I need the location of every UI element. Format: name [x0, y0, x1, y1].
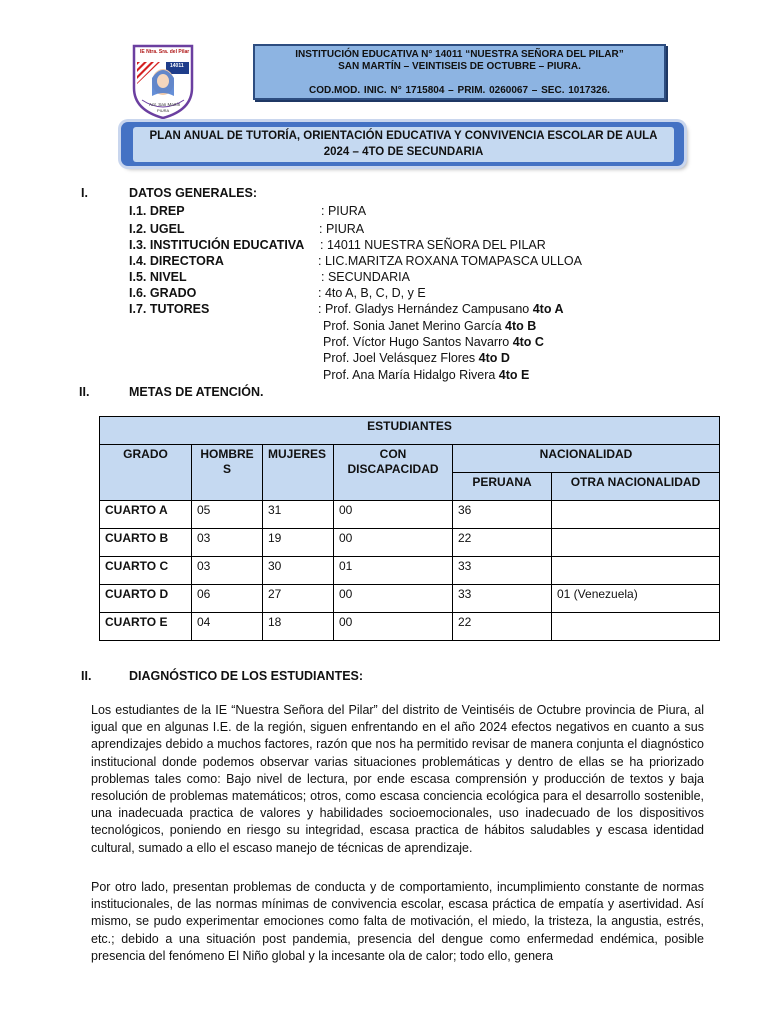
cell-grado: CUARTO C: [100, 557, 192, 585]
cell-hombres: 05: [192, 501, 263, 529]
cell-peruana: 33: [453, 557, 552, 585]
cell-grado: CUARTO D: [100, 585, 192, 613]
header-peruana: PERUANA: [453, 473, 552, 501]
header-mujeres: MUJERES: [263, 445, 334, 501]
cell-mujeres: 30: [263, 557, 334, 585]
header-hombres: HOMBRE S: [192, 445, 263, 501]
logo-bottom-text: Ant. San Martín: [149, 102, 181, 107]
cell-otra: [552, 557, 720, 585]
logo-top-text: IE Ntra. Sra. del Pilar: [140, 49, 190, 55]
cell-discapacidad: 00: [334, 585, 453, 613]
ugel-value: : PIURA: [319, 222, 365, 236]
cell-hombres: 04: [192, 613, 263, 641]
header-discapacidad: CON DISCAPACIDAD: [334, 445, 453, 501]
tutor-item: Prof. Joel Velásquez Flores 4to D: [323, 351, 510, 365]
drep-label: I.1. DREP: [129, 204, 185, 218]
ugel-label: I.2. UGEL: [129, 222, 185, 236]
plan-title-line1: PLAN ANUAL DE TUTORÍA, ORIENTACIÓN EDUCATIVA Y CONVIVENCIA ESCOLAR DE AULA: [149, 130, 658, 142]
plan-title-line2: 2024 – 4TO DE SECUNDARIA: [323, 146, 484, 158]
nivel-value: : SECUNDARIA: [321, 270, 410, 284]
cell-mujeres: 31: [263, 501, 334, 529]
tutores-label: I.7. TUTORES: [129, 302, 210, 316]
cell-peruana: 22: [453, 613, 552, 641]
logo-city: PIURA: [157, 108, 170, 113]
table-row: [100, 557, 720, 585]
table-title: ESTUDIANTES: [100, 417, 720, 445]
institucion-label: I.3. INSTITUCIÓN EDUCATIVA: [129, 238, 305, 252]
table-row: [100, 613, 720, 641]
logo-code: 14011: [170, 63, 184, 69]
table-row: [100, 529, 720, 557]
tutor-item: Prof. Ana María Hidalgo Rivera 4to E: [323, 368, 530, 382]
directora-label: I.4. DIRECTORA: [129, 254, 224, 268]
cell-peruana: 33: [453, 585, 552, 613]
cell-discapacidad: 00: [334, 613, 453, 641]
cell-grado: CUARTO B: [100, 529, 192, 557]
cell-hombres: 06: [192, 585, 263, 613]
grado-value: : 4to A, B, C, D, y E: [318, 286, 426, 300]
metas-table: [99, 416, 720, 641]
plan-title: [133, 127, 674, 162]
directora-value: : LIC.MARITZA ROXANA TOMAPASCA ULLOA: [318, 254, 582, 268]
grado-label: I.6. GRADO: [129, 286, 197, 300]
diagnostico-paragraph-2: Por otro lado, presentan problemas de conducta y de comportamiento, incumplimiento constante de normas institucionales, de las normas mínimas de convivencia escolar, escasa práctica de empatía y asertividad. Así mismo, se pudo experimentar emociones como falta de motivación, el miedo, la tristeza, la angustia, estrés, etc.; debido a una situación post pandemia, presencia del dengue como enfermedad endémica, posible presencia del fenómeno El Niño global y la incesante ola de calor; todo ello, genera: [91, 880, 704, 963]
cell-otra: [552, 529, 720, 557]
institution-line1: INSTITUCIÓN EDUCATIVA N° 14011 “NUESTRA SEÑORA DEL PILAR”: [295, 49, 624, 60]
cell-mujeres: 18: [263, 613, 334, 641]
institution-codes: COD.MOD. INIC. N° 1715804 – PRIM. 0260067 – SEC. 1017326.: [309, 85, 610, 96]
cell-peruana: 36: [453, 501, 552, 529]
section2-title: METAS DE ATENCIÓN.: [129, 385, 264, 399]
cell-mujeres: 27: [263, 585, 334, 613]
cell-mujeres: 19: [263, 529, 334, 557]
cell-grado: CUARTO A: [100, 501, 192, 529]
institution-header: [253, 44, 666, 100]
section1-number: I.: [81, 186, 88, 200]
tutor-item: Prof. Sonia Janet Merino García 4to B: [323, 319, 537, 333]
header-grado: GRADO: [100, 445, 192, 501]
cell-peruana: 22: [453, 529, 552, 557]
header-nacionalidad: NACIONALIDAD: [453, 445, 720, 473]
tutor-item: : Prof. Gladys Hernández Campusano 4to A: [318, 302, 564, 316]
drep-value: : PIURA: [321, 204, 367, 218]
section3-number: II.: [81, 669, 92, 683]
cell-discapacidad: 01: [334, 557, 453, 585]
school-logo: [130, 44, 196, 120]
cell-discapacidad: 00: [334, 529, 453, 557]
cell-hombres: 03: [192, 529, 263, 557]
cell-otra: [552, 613, 720, 641]
cell-otra: 01 (Venezuela): [552, 585, 720, 613]
section1-title: DATOS GENERALES:: [129, 186, 258, 200]
diagnostico-paragraph-1: Los estudiantes de la IE “Nuestra Señora del Pilar” del distrito de Veintiséis de Octubre provincia de Piura, al igual que en algunas I.E. de la región, siguen enfrentando en el año 2024 efectos negativos en cuanto a sus aprendizajes debido a muchos factores, razón que nos ha permitido revisar de manera conjunta el diagnóstico institucional donde podemos observar varias situaciones problemáticas y dentro de ellas se ha priorizado problemas tales como: Bajo nivel de lectura, por ende escasa comprensión y producción de textos y baja resolución de problemas matemáticos; otros, como escasa conciencia ecológica para el desarrollo sostenible, una inadecuada practica de valores y habilidades socioemocionales, uso inadecuado de los dispositivos tecnológicos, poniendo en riesgo su integridad, escasa practica de hábitos saludables y escasa identidad cultural, sumado a ello el escaso manejo de técnicas de aprendizaje.: [91, 703, 704, 855]
cell-hombres: 03: [192, 557, 263, 585]
table-row: [100, 501, 720, 529]
section2-number: II.: [79, 385, 90, 399]
section3-title: DIAGNÓSTICO DE LOS ESTUDIANTES:: [129, 669, 364, 683]
nivel-label: I.5. NIVEL: [129, 270, 187, 284]
institution-line2: SAN MARTÍN – VEINTISEIS DE OCTUBRE – PIURA.: [338, 61, 581, 72]
cell-grado: CUARTO E: [100, 613, 192, 641]
institucion-value: : 14011 NUESTRA SEÑORA DEL PILAR: [320, 238, 546, 252]
tutor-item: Prof. Víctor Hugo Santos Navarro 4to C: [323, 335, 544, 349]
cell-discapacidad: 00: [334, 501, 453, 529]
table-row: [100, 585, 720, 613]
cell-otra: [552, 501, 720, 529]
header-otra-nacionalidad: OTRA NACIONALIDAD: [552, 473, 720, 501]
